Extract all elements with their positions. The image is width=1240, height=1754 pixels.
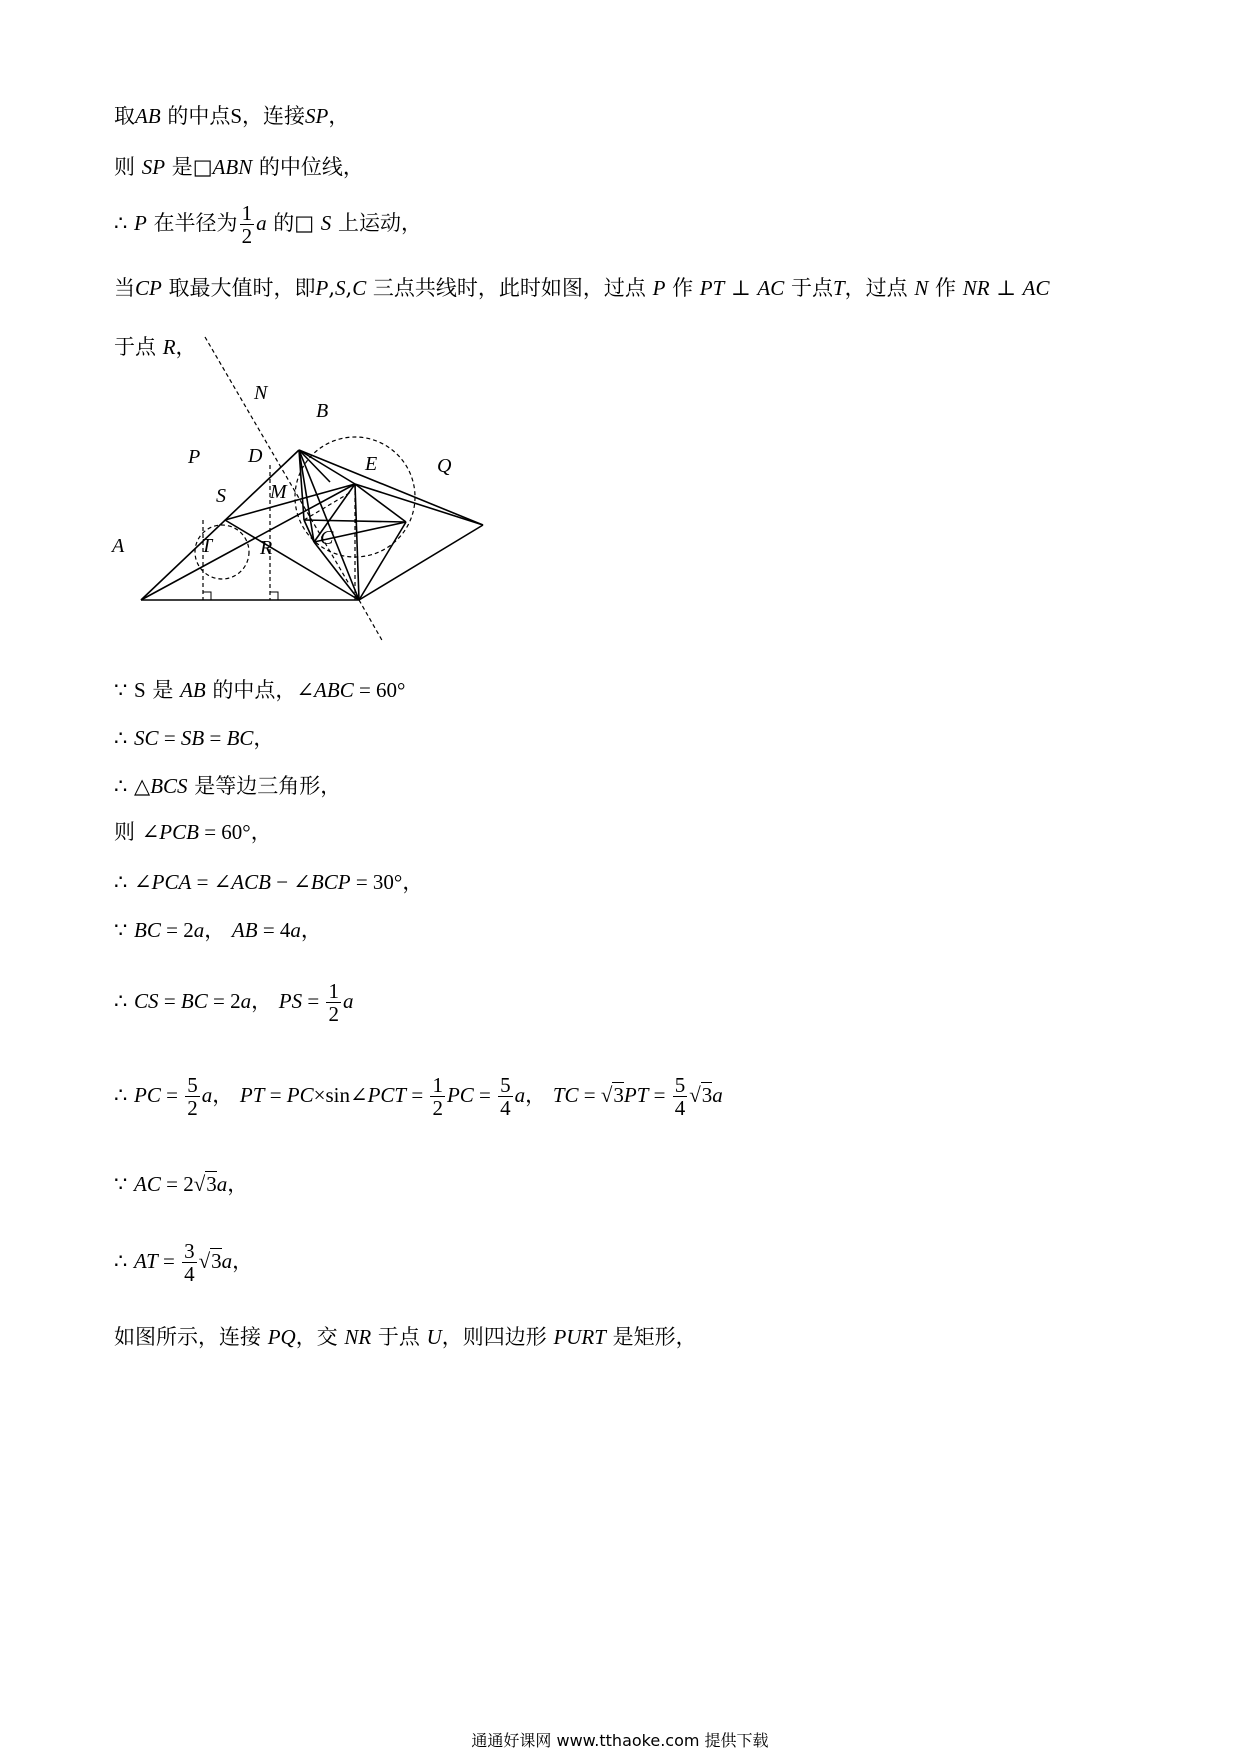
label-R: R [260,537,273,559]
label-E: E [365,453,378,475]
label-P: P [188,446,201,468]
solution-line-10: ∴ ∠PCA = ∠ACB − ∠BCP = 30°， [114,870,424,894]
solution-line-16: 如图所示，连接 PQ，交 NR 于点 U，则四边形 PURT 是矩形， [114,1325,697,1349]
segment-CQ [359,525,483,600]
label-N: N [254,382,268,404]
segment-BQ [355,484,483,525]
label-Q: Q [437,455,452,477]
segment-EC [359,522,406,600]
solution-line-1: 取AB 的中点S，连接SP， [114,104,350,128]
page-footer: 通通好课网 www.tthaoke.com 提供下载 [471,1731,769,1750]
solution-line-9: 则 ∠PCB = 60°， [114,820,272,844]
solution-line-13: ∴ PC = $\frac{5}{2}$ a， PT = PC×sin∠PCT = $\frac{1}{2}$ PC = $\frac{5}{4}$ a， TC = √3PT = $\frac{5}{4}$ √3a [114,1073,723,1121]
solution-line-7: ∴ SC = SB = BC， [114,726,275,750]
solution-line-14: ∵ AC = 2√3a， [114,1172,249,1196]
right-angle-T [203,592,211,600]
geometry-figure [112,372,538,662]
label-T: T [201,535,213,557]
solution-line-3: ∴ P 在半径为 $\frac{1}{2}$ a 的□ S 上运动， [114,201,422,249]
solution-line-15: ∴ AT = $\frac{3}{4}$ √3a， [114,1239,254,1287]
label-A: A [112,535,125,557]
right-angle-R [270,592,278,600]
segment-BC [355,484,359,600]
solution-line-11: ∵ BC = 2a， AB = 4a， [114,918,322,942]
label-S: S [216,485,226,507]
label-C: C [320,527,334,549]
segment-AN [141,450,299,600]
segment-NC [299,450,359,600]
solution-line-12: ∴ CS = BC = 2a， PS = $\frac{1}{2}$ a [114,979,354,1027]
segment-MC [314,542,359,600]
label-B: B [316,400,329,422]
solution-line-4: 当CP 取最大值时，即P,S,C 三点共线时，此时如图，过点 P 作 PT ⊥ AC 于点T，过点 N 作 NR ⊥ AC [114,276,1050,300]
solution-line-8: ∴ △BCS 是等边三角形， [114,774,342,798]
dashed-line-bottom [359,600,383,642]
solution-line-6: ∵ S 是 AB 的中点，∠ABC = 60° [114,678,406,702]
label-M: M [270,481,287,503]
label-D: D [248,445,263,467]
segment-NQ [299,450,483,525]
solution-line-5: 于点 R， [114,335,197,359]
solution-line-2: 则 SP 是□ABN 的中位线， [114,155,364,179]
segment-PC [225,520,359,600]
